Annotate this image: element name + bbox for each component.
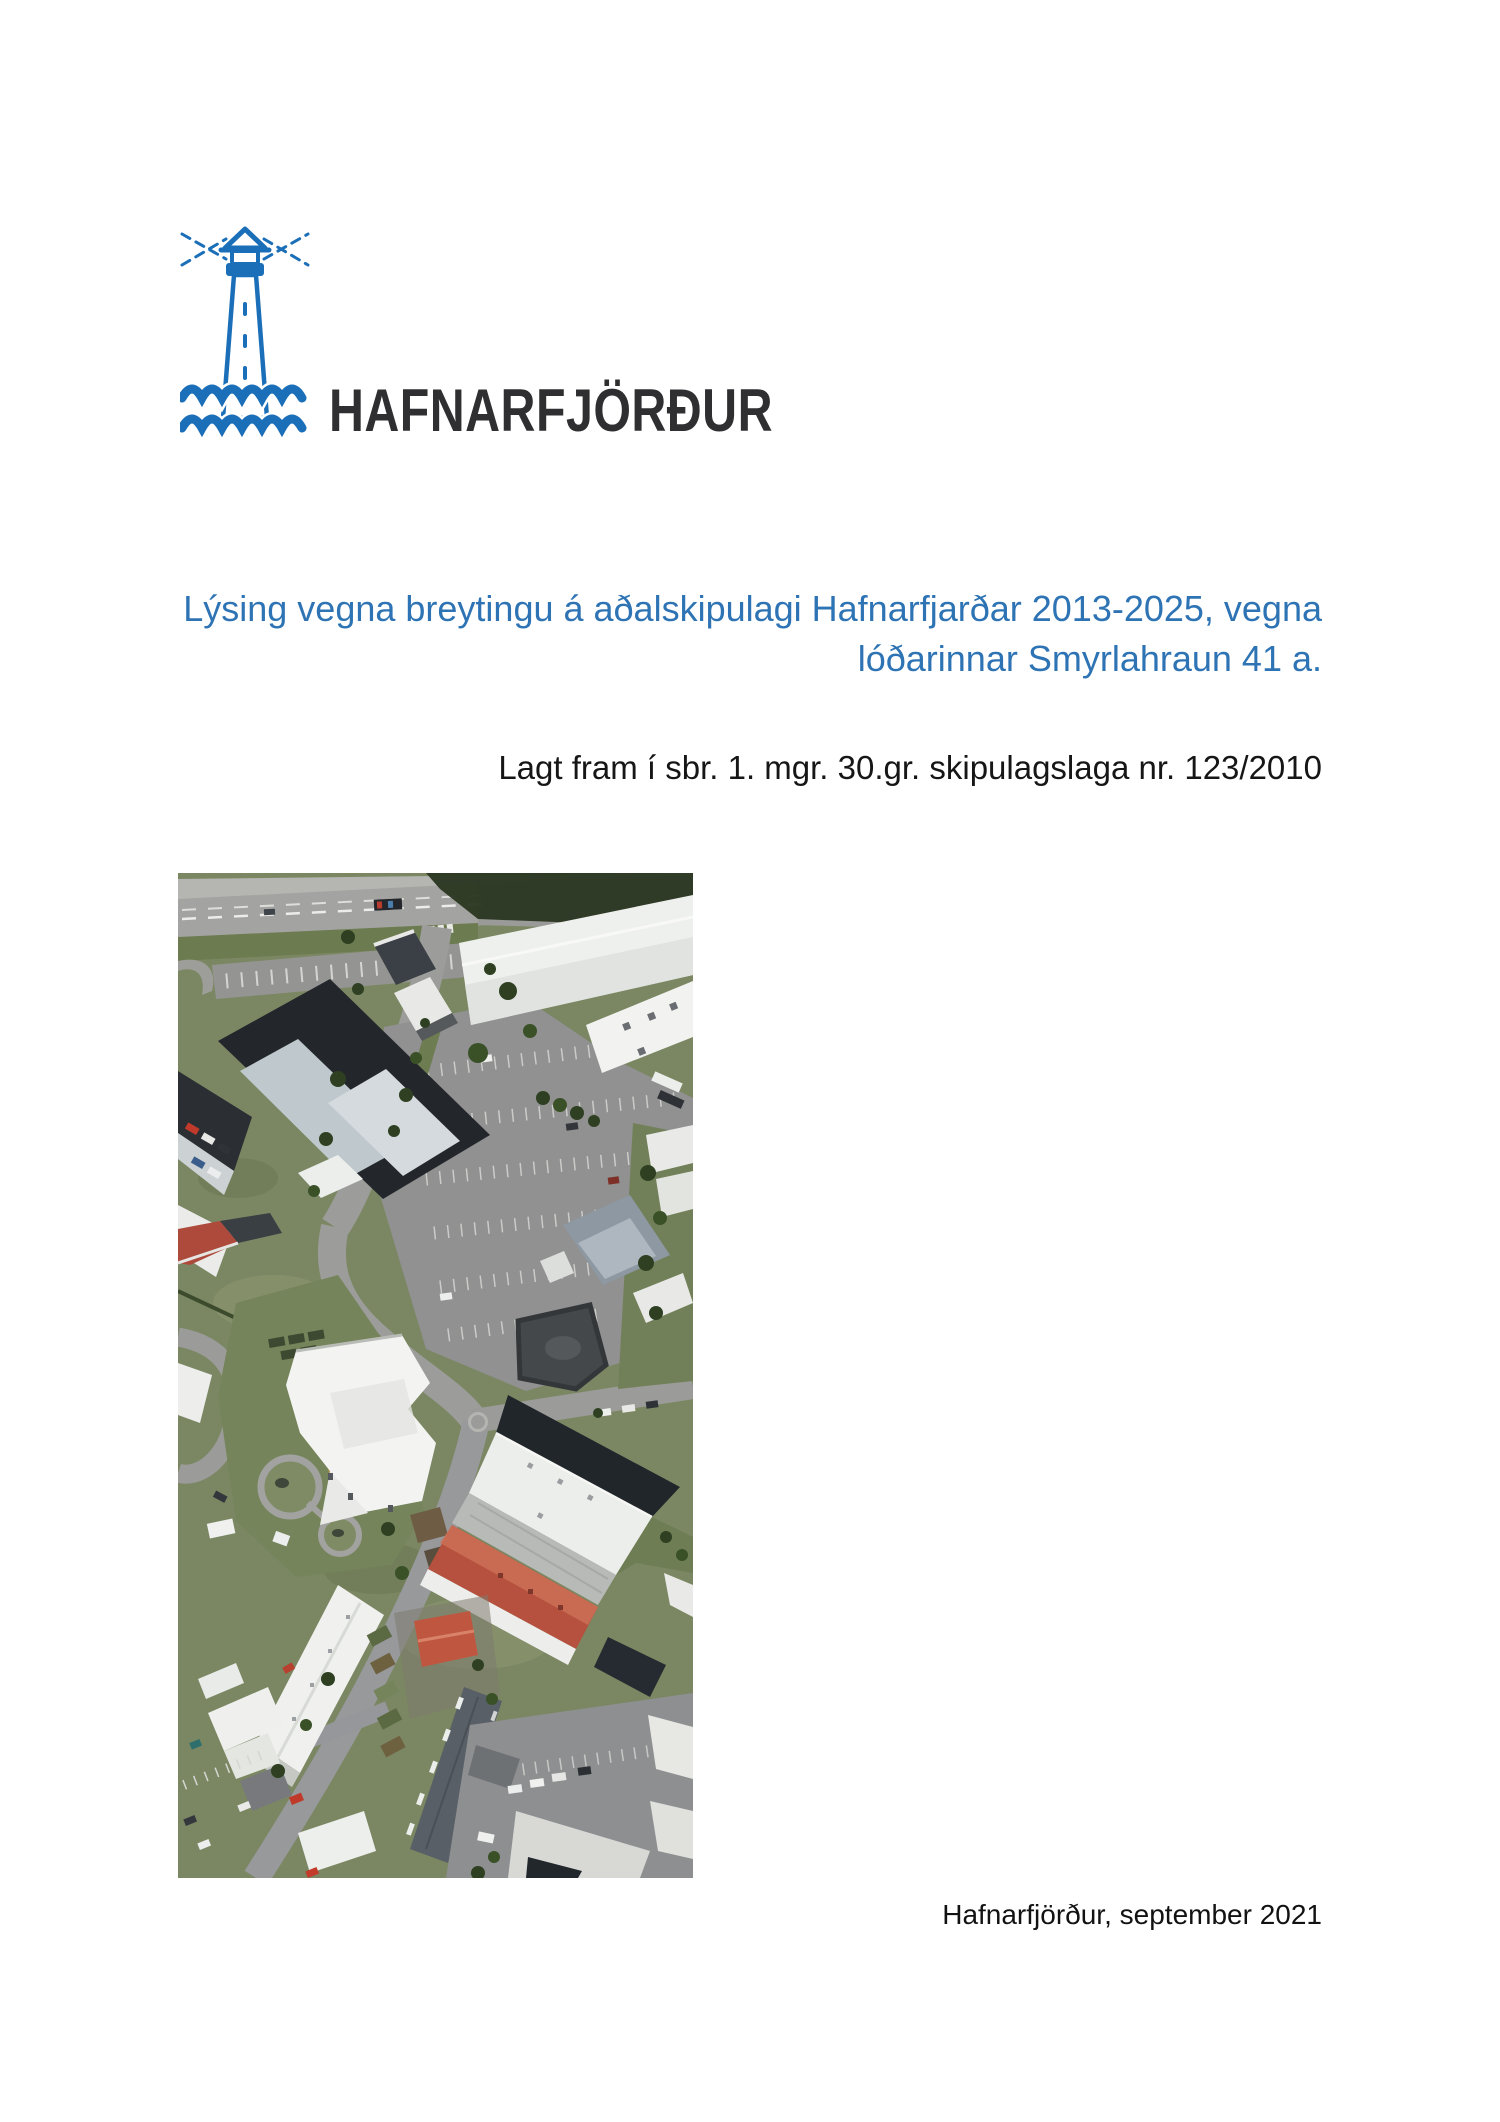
- sports-court: [518, 1305, 606, 1389]
- aerial-photo-image: [178, 873, 693, 1878]
- logo-wordmark: HAFNARFJÖRÐUR: [329, 377, 773, 445]
- title-line-1: Lýsing vegna breytingu á aðalskipulagi Hafnarfjarðar 2013-2025, vegna: [183, 588, 1322, 629]
- title-line-2: lóðarinnar Smyrlahraun 41 a.: [857, 638, 1322, 679]
- municipality-logo: [180, 222, 820, 450]
- lighthouse-icon: [180, 222, 310, 450]
- document-subtitle: Lagt fram í sbr. 1. mgr. 30.gr. skipulagslaga nr. 123/2010: [498, 749, 1322, 786]
- document-title: [183, 584, 1322, 684]
- aerial-photo: [178, 873, 693, 1878]
- date-location-line: Hafnarfjörður, september 2021: [942, 1899, 1322, 1930]
